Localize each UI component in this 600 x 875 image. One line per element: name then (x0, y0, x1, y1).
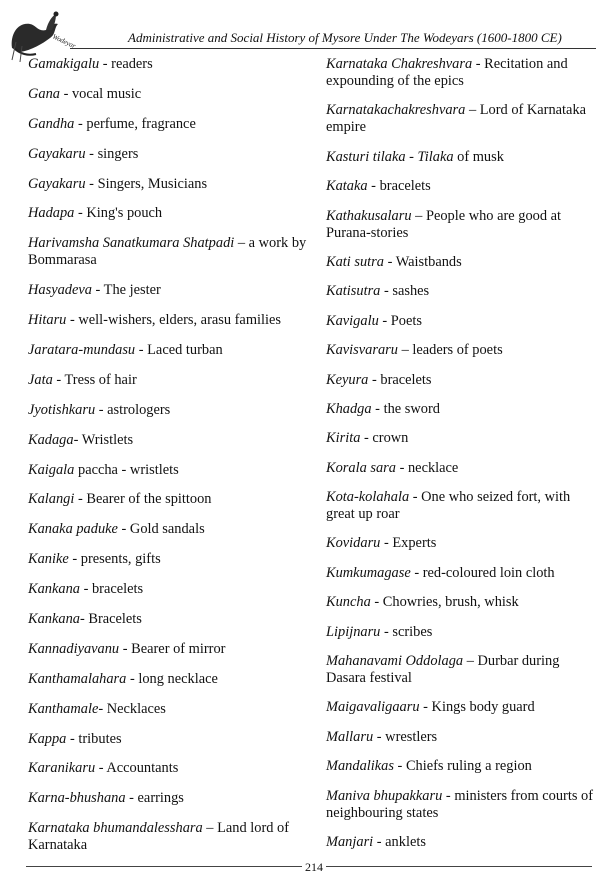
glossary-separator: - (73, 431, 82, 448)
glossary-entry (28, 820, 308, 854)
glossary-separator: - (66, 312, 79, 329)
glossary-entry (326, 653, 596, 687)
glossary-term: Maigavaligaaru (326, 699, 420, 716)
glossary-definition: necklace (407, 459, 459, 476)
glossary-entry (28, 462, 308, 479)
glossary-definition: red-coloured loin cloth (422, 564, 555, 581)
glossary-definition: well-wishers, elders, arasu families (78, 312, 281, 329)
glossary-definition: readers (111, 56, 153, 72)
glossary-entry (326, 788, 596, 822)
glossary-term: Kannadiyavanu (28, 640, 120, 657)
glossary-entry (326, 178, 596, 195)
glossary-definition: paccha - wristlets (78, 461, 179, 478)
glossary-term: Kanaka paduke (28, 521, 118, 538)
glossary-separator: - (373, 833, 386, 850)
glossary-term: Kalangi (28, 491, 75, 508)
glossary-term: Gamakigalu (28, 56, 100, 72)
glossary-definition: The jester (103, 282, 161, 299)
glossary-separator: - (370, 594, 383, 611)
glossary-entry (326, 313, 596, 330)
glossary-definition: leaders of poets (412, 342, 503, 359)
glossary-term: Khadga (326, 400, 372, 417)
glossary-separator: - (409, 489, 422, 506)
glossary-entry (326, 372, 596, 389)
glossary-term: Kuncha (326, 594, 371, 611)
glossary-separator: - (383, 253, 396, 270)
glossary-entry (28, 86, 308, 103)
glossary-entry (326, 283, 596, 300)
glossary-separator: - (119, 640, 132, 657)
glossary-entry (28, 372, 308, 389)
glossary-separator: – (234, 235, 249, 252)
glossary-separator: - (367, 178, 380, 195)
glossary-definition: presents, gifts (80, 551, 161, 568)
glossary-separator: - (380, 535, 393, 552)
glossary-term: Hasyadeva (28, 282, 92, 299)
glossary-definition: Poets (390, 312, 422, 329)
glossary-entry (28, 671, 308, 688)
glossary-entry (326, 342, 596, 359)
glossary-definition: singers (97, 145, 139, 162)
glossary-term: Maniva bhupakkaru (326, 787, 443, 804)
glossary-entry (326, 149, 596, 166)
glossary-entry (28, 432, 308, 449)
glossary-term: Kataka (326, 178, 368, 195)
glossary-entry (28, 312, 308, 329)
glossary-entry (326, 489, 596, 523)
glossary-definition: ministers from courts of neighbouring states (326, 787, 593, 821)
glossary-entry (326, 535, 596, 552)
glossary-definition: earrings (137, 790, 184, 807)
glossary-term: Gayakaru (28, 145, 86, 162)
glossary-term: Gayakaru (28, 175, 86, 192)
glossary-separator: - (91, 282, 104, 299)
glossary-term: Karna-bhushana (28, 790, 126, 807)
glossary-entry (28, 402, 308, 419)
glossary-entry (326, 565, 596, 582)
glossary-entry (28, 641, 308, 658)
glossary-separator: – (397, 342, 413, 359)
glossary-separator: - (74, 491, 87, 508)
glossary-separator: – (465, 102, 480, 119)
glossary-separator: – (411, 207, 426, 224)
glossary-entry (326, 401, 596, 418)
glossary-separator: - (79, 611, 89, 628)
glossary-entry (28, 282, 308, 299)
glossary-term: Kavisvararu (326, 342, 398, 359)
glossary-definition: Gold sandals (129, 521, 205, 538)
glossary-separator: – (202, 820, 218, 837)
glossary-definition: a work by Bommarasa (28, 235, 307, 269)
glossary-definition: astrologers (107, 401, 171, 418)
glossary-separator: - (380, 283, 393, 300)
glossary-separator: - (74, 205, 87, 222)
glossary-separator: - (378, 312, 391, 329)
glossary-separator: - (99, 56, 112, 72)
glossary-definition: King's pouch (86, 205, 163, 222)
glossary-term: Karnataka bhumandalesshara (28, 820, 203, 837)
glossary-entry (28, 56, 308, 73)
glossary-definition: of musk (457, 148, 504, 165)
glossary-term: Hitaru (28, 312, 67, 329)
glossary-entry (326, 624, 596, 641)
glossary-term: Kappa (28, 730, 67, 747)
glossary-entry (28, 790, 308, 807)
glossary-term: Katisutra (326, 283, 381, 300)
glossary-entry (28, 701, 308, 718)
glossary-term: Lipijnaru (326, 623, 381, 640)
glossary-separator: - (79, 581, 92, 598)
glossary-term: Kirita (326, 430, 361, 447)
glossary-entry (28, 611, 308, 628)
glossary-separator: - (98, 700, 107, 717)
glossary-entry (326, 430, 596, 447)
glossary-term: Kovidaru (326, 535, 381, 552)
glossary-entry (326, 699, 596, 716)
glossary-term: Kaigala (28, 461, 75, 478)
glossary-entry (28, 521, 308, 538)
glossary-term: Kankana (28, 611, 80, 628)
glossary-definition: vocal music (71, 85, 142, 102)
glossary-entry (28, 146, 308, 163)
glossary-separator: - (85, 175, 98, 192)
glossary-separator: - (85, 145, 98, 162)
glossary-definition: Bracelets (88, 611, 142, 628)
glossary-term: Kasturi tilaka - Tilaka (326, 148, 454, 165)
glossary-term: Kota-kolahala (326, 489, 410, 506)
glossary-definition: crown (372, 430, 409, 447)
glossary-separator: - (117, 521, 130, 538)
glossary-entry (326, 460, 596, 477)
glossary-separator: - (442, 787, 455, 804)
glossary-definition: bracelets (379, 178, 431, 195)
glossary-definition: bracelets (91, 581, 144, 598)
glossary-definition: Chiefs ruling a region (405, 758, 532, 775)
glossary-separator: - (135, 342, 148, 359)
glossary-definition: perfume, fragrance (86, 115, 196, 132)
glossary-term: Keyura (326, 371, 369, 388)
glossary-term: Manjari (326, 833, 374, 850)
glossary-separator: - (95, 401, 108, 418)
page-number: 214 (302, 860, 326, 875)
glossary-entry (28, 176, 308, 193)
glossary-term: Jyotishkaru (28, 401, 96, 418)
glossary-term: Korala sara (326, 459, 396, 476)
glossary-definition: Laced turban (147, 342, 223, 359)
glossary-term: Karnatakachakreshvara (326, 102, 466, 119)
glossary-definition: One who seized fort, with great up roar (326, 489, 571, 523)
glossary-entry (326, 254, 596, 271)
glossary-entry (326, 834, 596, 851)
glossary-definition: Kings body guard (431, 699, 535, 716)
glossary-definition: anklets (385, 833, 426, 850)
glossary-entry (326, 56, 596, 90)
glossary-term: Mallaru (326, 728, 374, 745)
glossary-entry (28, 581, 308, 598)
glossary-separator: - (368, 371, 381, 388)
glossary-definition: bracelets (380, 371, 432, 388)
glossary-entry (28, 116, 308, 133)
glossary-definition: Land lord of Karnataka (28, 820, 290, 854)
glossary-separator: – (463, 653, 478, 670)
glossary-definition: Experts (392, 535, 437, 552)
glossary-separator: - (52, 371, 65, 388)
glossary-separator: - (66, 730, 79, 747)
glossary-entry (28, 731, 308, 748)
glossary-left-column (28, 56, 308, 867)
glossary-term: Karnataka Chakreshvara (326, 56, 473, 72)
glossary-entry (28, 205, 308, 222)
glossary-definition: Durbar during Dasara festival (326, 653, 560, 687)
glossary-entry (28, 551, 308, 568)
glossary-separator: - (393, 758, 406, 775)
glossary-definition: the sword (383, 400, 440, 417)
running-header-title: Administrative and Social History of Mysore Under The Wodeyars (1600-1800 CE) (128, 30, 562, 45)
glossary-separator: - (373, 728, 386, 745)
glossary-term: Kanthamale (28, 700, 99, 717)
glossary-term: Jaratara-mundasu (28, 342, 136, 359)
glossary-definition: Chowries, brush, whisk (382, 594, 519, 611)
glossary-entry (326, 729, 596, 746)
glossary-definition: Bearer of the spittoon (86, 491, 212, 508)
glossary-entry (28, 491, 308, 508)
glossary-term: Kathakusalaru (326, 207, 412, 224)
glossary-right-column (326, 56, 596, 863)
glossary-term: Gandha (28, 115, 75, 132)
glossary-definition: Tress of hair (64, 371, 137, 388)
glossary-definition: scribes (392, 623, 433, 640)
glossary-term: Kadaga (28, 431, 74, 448)
glossary-definition: sashes (392, 283, 430, 300)
glossary-definition: Singers, Musicians (97, 175, 208, 192)
glossary-separator: - (68, 551, 81, 568)
glossary-separator: - (59, 85, 72, 102)
glossary-entry (326, 594, 596, 611)
glossary-term: Mahanavami Oddolaga (326, 653, 464, 670)
glossary-definition: Wristlets (81, 431, 134, 448)
glossary-term: Kumkumagase (326, 564, 411, 581)
glossary-separator: - (472, 56, 485, 72)
glossary-entry (28, 760, 308, 777)
glossary-entry (326, 102, 596, 136)
glossary-definition: Lord of Karnataka empire (326, 102, 587, 136)
glossary-separator: - (125, 790, 138, 807)
glossary-separator: - (360, 430, 373, 447)
glossary-entry (28, 342, 308, 359)
glossary-separator: - (380, 623, 393, 640)
glossary-separator: - (126, 670, 139, 687)
glossary-term: Jata (28, 371, 53, 388)
glossary-separator: - (74, 115, 87, 132)
glossary-entry (28, 235, 308, 269)
glossary-separator: - (371, 400, 384, 417)
glossary-term: Harivamsha Sanatkumara Shatpadi (28, 235, 235, 252)
glossary-separator: - (95, 760, 107, 777)
glossary-definition: Bearer of mirror (131, 640, 226, 657)
glossary-separator: - (410, 564, 423, 581)
glossary-definition: long necklace (138, 670, 218, 687)
glossary-term: Kanthamalahara (28, 670, 127, 687)
glossary-definition: People who are good at Purana-stories (326, 207, 562, 241)
glossary-entry (326, 758, 596, 775)
glossary-term: Kanike (28, 551, 69, 568)
logo-text: Wodeyar (51, 32, 77, 51)
header-rule (70, 48, 596, 49)
glossary-term: Kankana (28, 581, 80, 598)
glossary-separator: - (395, 459, 408, 476)
glossary-term: Hadapa (28, 205, 75, 222)
glossary-separator: - (419, 699, 432, 716)
glossary-definition: Necklaces (106, 700, 166, 717)
glossary-term: Mandalikas (326, 758, 394, 775)
glossary-term: Kati sutra (326, 253, 384, 270)
glossary-definition: Waistbands (395, 253, 462, 270)
glossary-definition: wrestlers (385, 728, 438, 745)
glossary-term: Kavigalu (326, 312, 379, 329)
glossary-definition: Recitation and expounding of the epics (326, 56, 568, 89)
glossary-definition: Accountants (106, 760, 179, 777)
glossary-definition: tributes (78, 730, 122, 747)
glossary-term: Karanikaru (28, 760, 96, 777)
glossary-entry (326, 208, 596, 242)
glossary-term: Gana (28, 85, 60, 102)
